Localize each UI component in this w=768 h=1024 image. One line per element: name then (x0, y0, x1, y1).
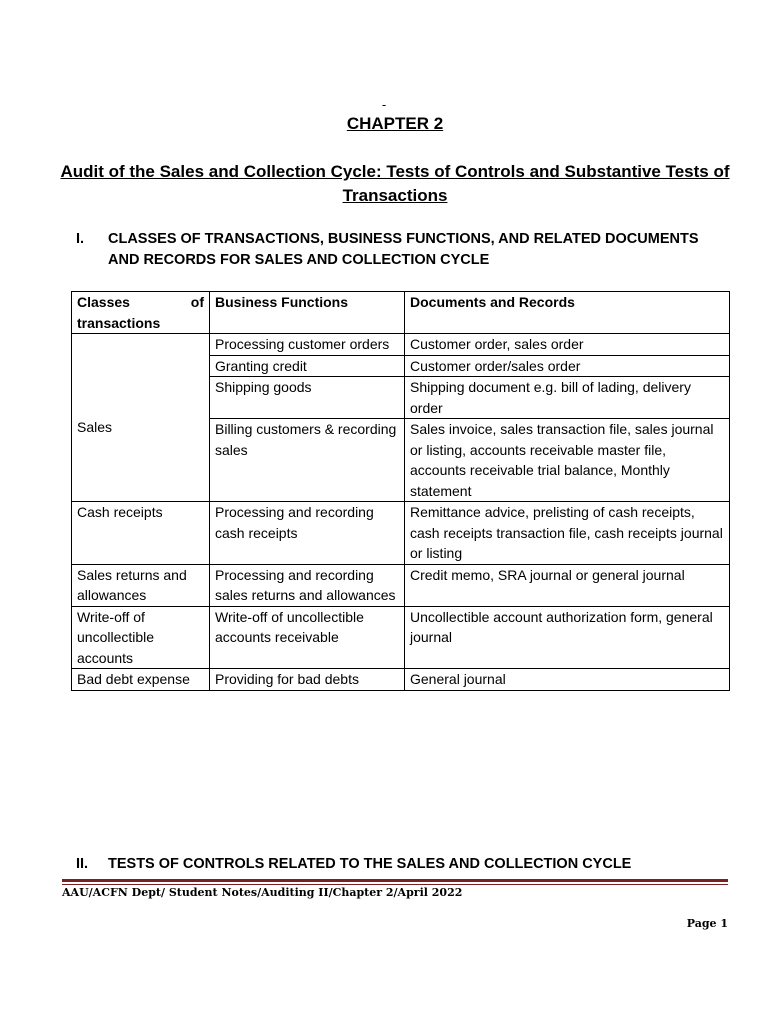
header-classes-word1: Classes (77, 294, 130, 310)
class-cell: Write-off of uncollectible accounts (72, 606, 210, 669)
section-number: II. (76, 856, 89, 872)
table-row (72, 502, 730, 565)
header-functions: Business Functions (210, 292, 405, 334)
documents-cell: Customer order/sales order (405, 355, 730, 377)
function-cell: Providing for bad debts (210, 669, 405, 691)
class-cell: Cash receipts (72, 502, 210, 565)
section-text: CLASSES OF TRANSACTIONS, BUSINESS FUNCTIONS, AND RELATED DOCUMENTS AND RECORDS FOR SALES AND COLLECTION CYCLE (108, 231, 699, 268)
chapter-heading: CHAPTER 2 (346, 114, 444, 133)
table-row (72, 606, 730, 669)
section-number: I. (76, 231, 85, 247)
header-classes-line2: transactions (77, 314, 161, 331)
class-cell: Sales returns and allowances (72, 564, 210, 606)
class-cell: Sales (72, 334, 210, 502)
section-text: TESTS OF CONTROLS RELATED TO THE SALES AND COLLECTION CYCLE (108, 856, 632, 872)
function-cell: Shipping goods (210, 377, 405, 419)
function-cell: Write-off of uncollectible accounts receivable (210, 606, 405, 669)
table-row (72, 669, 730, 691)
function-cell: Billing customers & recording sales (210, 419, 405, 502)
header-documents: Documents and Records (405, 292, 730, 334)
top-dash: - (381, 97, 387, 112)
function-cell: Granting credit (210, 355, 405, 377)
documents-cell: Sales invoice, sales transaction file, sales journal or listing, accounts receivable master file, accounts receivable trial balance, Monthly statement (405, 419, 730, 502)
function-cell: Processing and recording cash receipts (210, 502, 405, 565)
documents-cell: Shipping document e.g. bill of lading, delivery order (405, 377, 730, 419)
documents-cell: Customer order, sales order (405, 334, 730, 356)
footer-text: AAU/ACFN Dept/ Student Notes/Auditing II/Chapter 2/April 2022 (62, 886, 463, 899)
header-classes (72, 292, 210, 334)
documents-cell: Uncollectible account authorization form, general journal (405, 606, 730, 669)
documents-cell: Credit memo, SRA journal or general journal (405, 564, 730, 606)
page-number: Page 1 (686, 917, 728, 930)
function-cell: Processing and recording sales returns and allowances (210, 564, 405, 606)
transactions-table (71, 291, 730, 691)
section-heading-2 (76, 854, 736, 876)
footer-rule-thick (62, 879, 728, 882)
table-row (72, 334, 730, 356)
function-cell: Processing customer orders (210, 334, 405, 356)
class-cell: Bad debt expense (72, 669, 210, 691)
table-row (72, 564, 730, 606)
chapter-title: Audit of the Sales and Collection Cycle: Tests of Controls and Substantive Tests of Transactions (60, 162, 730, 205)
header-classes-word2: of (190, 294, 204, 310)
table-header-row (72, 292, 730, 334)
documents-cell: Remittance advice, prelisting of cash receipts, cash receipts transaction file, cash receipts journal or listing (405, 502, 730, 565)
documents-cell: General journal (405, 669, 730, 691)
footer-rule-thin (62, 884, 728, 885)
section-heading-1 (76, 229, 736, 273)
